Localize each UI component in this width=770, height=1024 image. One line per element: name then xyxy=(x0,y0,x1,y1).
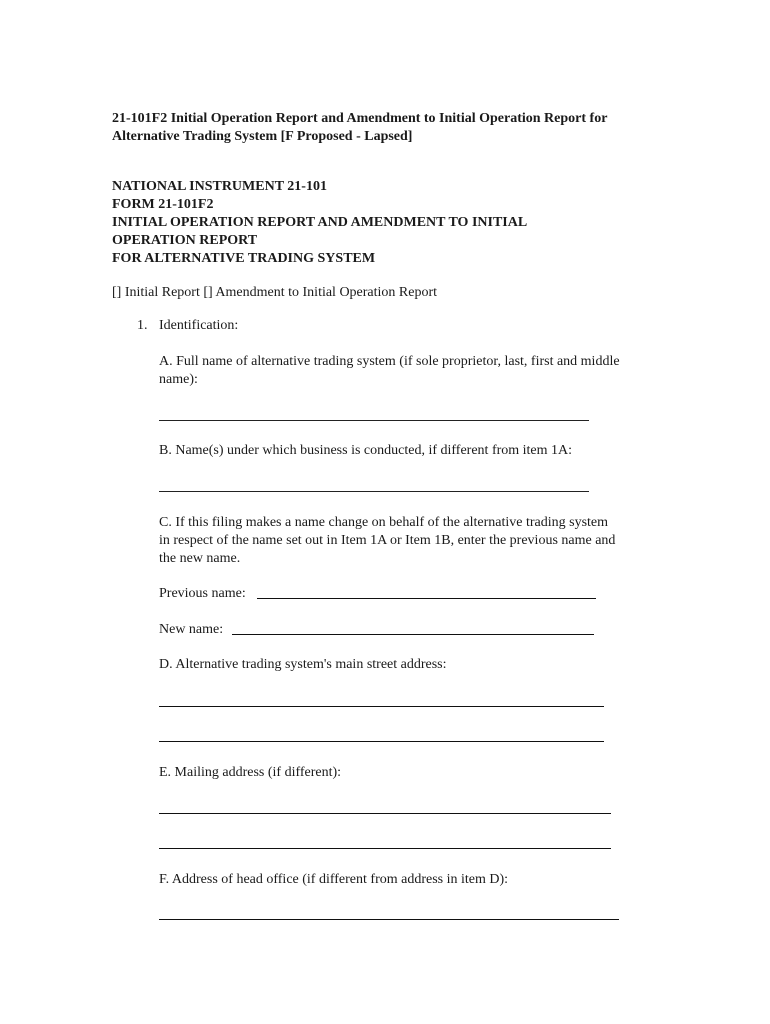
item-c-text-3: the new name. xyxy=(159,551,241,566)
new-name-answer-line[interactable] xyxy=(232,634,594,635)
previous-name-label: Previous name: xyxy=(159,586,246,601)
document-title-line-2: Alternative Trading System [F Proposed - Lapsed] xyxy=(112,129,413,144)
heading-report-title-1: INITIAL OPERATION REPORT AND AMENDMENT TO INITIAL xyxy=(112,215,528,230)
item-f-text: F. Address of head office (if different from address in item D): xyxy=(159,872,509,887)
item-e-answer-line-1[interactable] xyxy=(159,813,611,814)
new-name-label: New name: xyxy=(159,622,224,637)
item-f-answer-line[interactable] xyxy=(159,919,619,920)
item-a-text-1: A. Full name of alternative trading system (if sole proprietor, last, first and middle xyxy=(159,354,620,369)
document-title-line-1: 21-101F2 Initial Operation Report and Amendment to Initial Operation Report for xyxy=(112,111,608,126)
item-d-answer-line-2[interactable] xyxy=(159,741,604,742)
item-e-answer-line-2[interactable] xyxy=(159,848,611,849)
heading-report-title-3: FOR ALTERNATIVE TRADING SYSTEM xyxy=(112,251,376,266)
section-number: 1. xyxy=(137,318,148,333)
heading-report-title-2: OPERATION REPORT xyxy=(112,233,258,248)
item-c-text-1: C. If this filing makes a name change on behalf of the alternative trading system xyxy=(159,515,609,530)
heading-instrument: NATIONAL INSTRUMENT 21-101 xyxy=(112,179,327,194)
item-a-text-2: name): xyxy=(159,372,198,387)
item-b-text: B. Name(s) under which business is conducted, if different from item 1A: xyxy=(159,443,573,458)
item-d-text: D. Alternative trading system's main street address: xyxy=(159,657,447,672)
item-b-answer-line[interactable] xyxy=(159,491,589,492)
item-a-answer-line[interactable] xyxy=(159,420,589,421)
report-type-checkboxes[interactable]: [] Initial Report [] Amendment to Initial Operation Report xyxy=(112,285,438,300)
previous-name-answer-line[interactable] xyxy=(257,598,596,599)
item-d-answer-line-1[interactable] xyxy=(159,706,604,707)
section-label-identification: Identification: xyxy=(159,318,239,333)
item-e-text: E. Mailing address (if different): xyxy=(159,765,342,780)
heading-form-number: FORM 21-101F2 xyxy=(112,197,214,212)
item-c-text-2: in respect of the name set out in Item 1A or Item 1B, enter the previous name and xyxy=(159,533,616,548)
